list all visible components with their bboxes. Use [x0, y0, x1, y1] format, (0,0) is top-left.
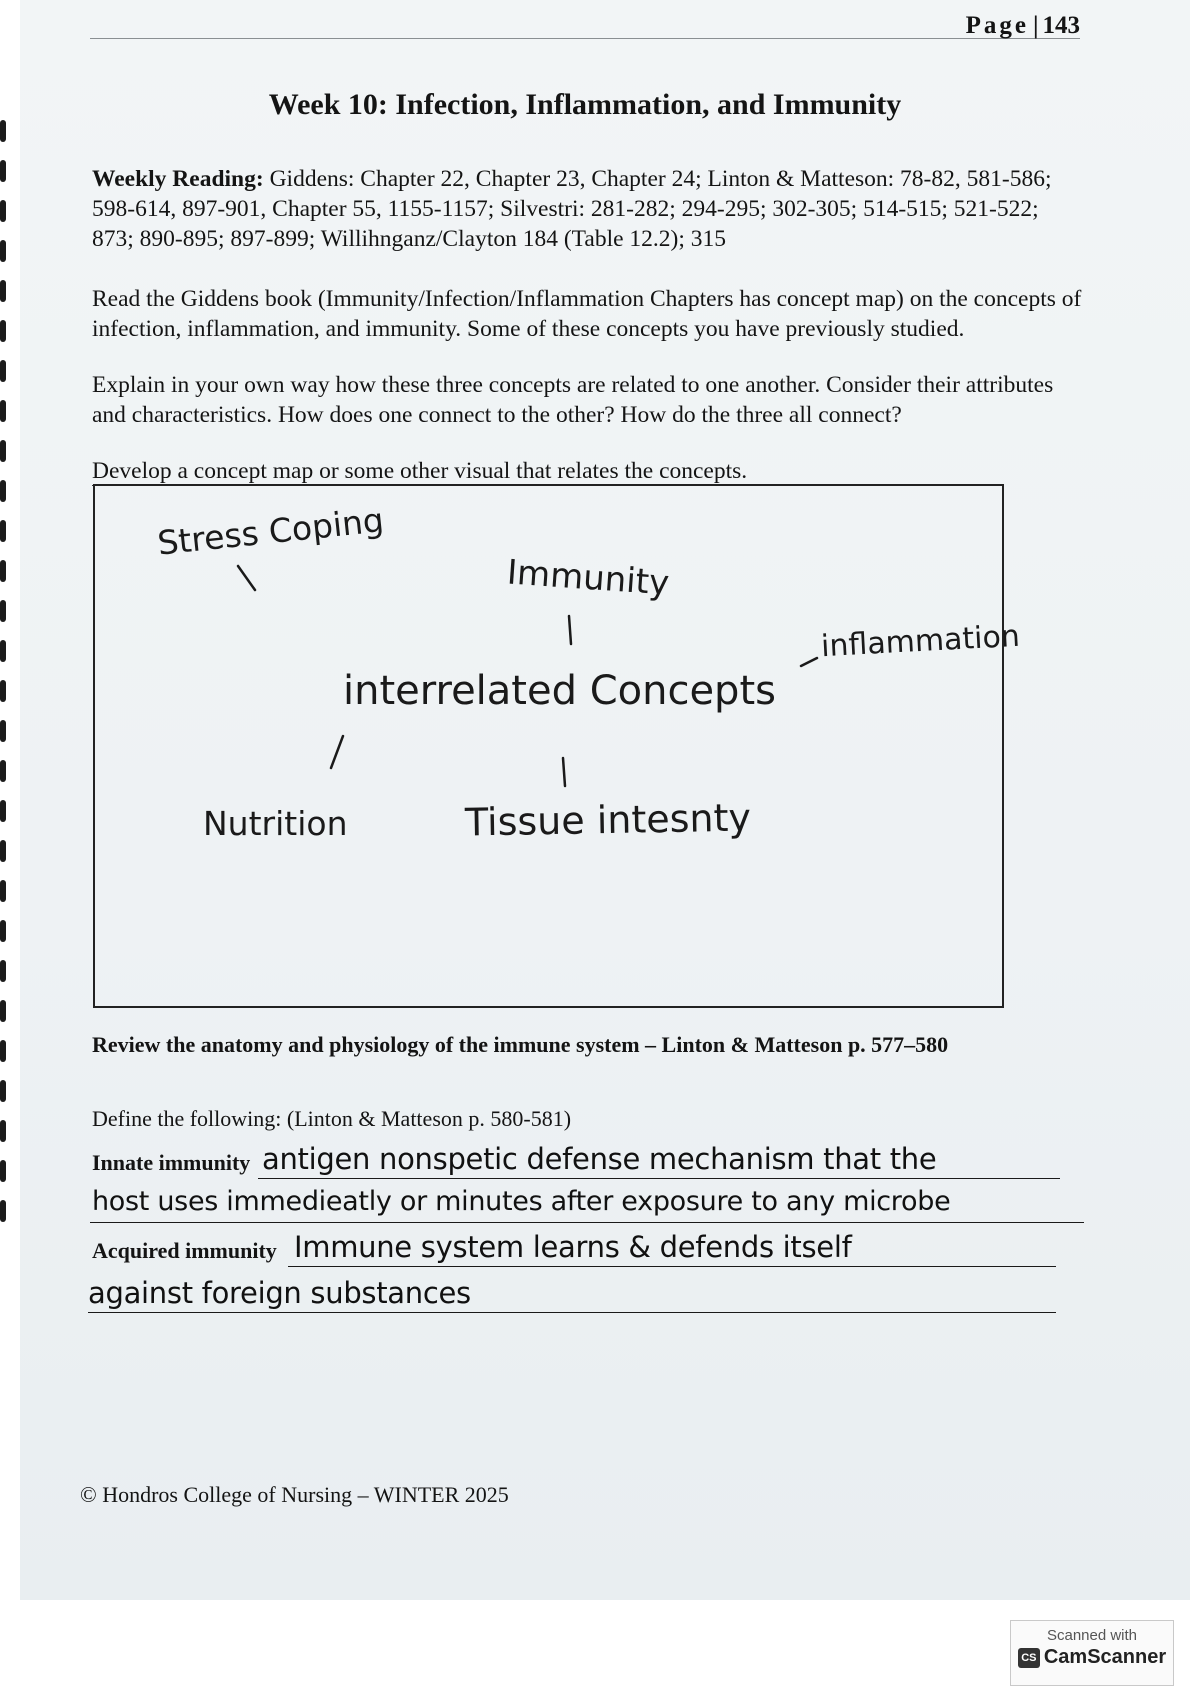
innate-immunity-label: Innate immunity — [92, 1150, 251, 1175]
page-number: Page | 143 — [965, 12, 1080, 39]
node-inflammation: inflammation — [820, 618, 1021, 665]
acquired-line-1 — [288, 1266, 1056, 1267]
acquired-immunity-label: Acquired immunity — [92, 1238, 277, 1263]
weekly-reading — [92, 164, 1082, 254]
define-instruction: Define the following: (Linton & Matteson p. 580-581) — [92, 1106, 572, 1131]
node-nutrition: Nutrition — [203, 804, 348, 843]
scanned-with-text: Scanned with — [1046, 1627, 1138, 1644]
camscanner-watermark — [1010, 1620, 1174, 1686]
concept-map-instruction: Develop a concept map or some other visual that relates the concepts. — [92, 458, 892, 486]
acquired-answer-line-1: Immune system learns & defends itself — [294, 1230, 852, 1264]
concept-map-box — [93, 484, 1021, 1008]
connector-inflammation — [801, 658, 817, 666]
connector-stress — [238, 566, 255, 590]
camscanner-name: CamScanner — [1043, 1646, 1167, 1668]
weekly-reading-text: Giddens: Chapter 22, Chapter 23, Chapter 24; Linton & Matteson: 78-82, 581-586; 598-614, 897-901, Chapter 55, 1155-1157; Silvestri: 281-282; 294-295; 302-305; 514-515; 521-522; 873; 890-895; 897-899; Willihnganz/Clayton 184 (Table 12.2); 315 — [92, 166, 1052, 252]
node-immunity: Immunity — [505, 552, 671, 604]
read-instruction: Read the Giddens book (Immunity/Infection/Inflammation Chapters has concept map) on the concepts of infection, inflammation, and immunity. Some of these concepts you have previously studied. — [92, 286, 1082, 342]
connector-nutrition — [331, 736, 343, 768]
header-rule — [90, 38, 1080, 39]
acquired-line-2 — [88, 1312, 1056, 1313]
acquired-answer-line-2: against foreign substances — [88, 1276, 471, 1310]
page-title: Week 10: Infection, Inflammation, and Immunity — [268, 88, 902, 121]
innate-line-2 — [90, 1222, 1084, 1223]
binding-holes — [0, 120, 28, 1230]
innate-answer-line-1: antigen nonspetic defense mechanism that the — [262, 1142, 937, 1176]
review-instruction: Review the anatomy and physiology of the immune system – Linton & Matteson p. 577–580 — [92, 1032, 949, 1057]
weekly-reading-label: Weekly Reading: — [92, 166, 264, 192]
node-stress-coping: Stress Coping — [155, 500, 386, 563]
footer-copyright: © Hondros College of Nursing – WINTER 2025 — [80, 1482, 509, 1507]
explain-instruction: Explain in your own way how these three concepts are related to one another. Consider their attributes and characteristics. How does one connect to the other? How do the three all connect? — [92, 372, 1054, 428]
innate-answer-line-2: host uses immedieatly or minutes after exposure to any microbe — [92, 1186, 951, 1217]
connector-immunity — [569, 616, 571, 644]
node-tissue-integrity: Tissue intesnty — [464, 795, 752, 845]
connector-tissue — [563, 758, 565, 786]
innate-line-1 — [258, 1178, 1060, 1179]
center-concept: interrelated Concepts — [343, 668, 776, 714]
camscanner-icon: CS — [1018, 1648, 1040, 1668]
